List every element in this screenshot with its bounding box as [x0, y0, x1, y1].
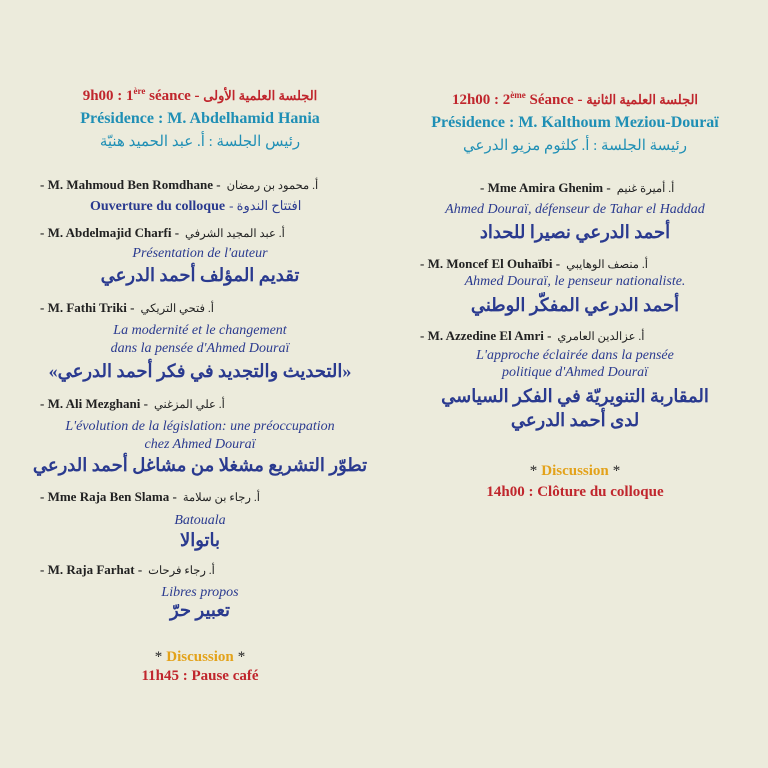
- session-time: 9h00 : 1: [82, 88, 134, 104]
- speaker-ar: أ. عبد المجيد الشرفي: [185, 228, 285, 240]
- speaker-ar: أ. رجاء فرحات: [148, 565, 215, 577]
- speaker-ar: أ. منصف الوهايبي: [566, 259, 648, 271]
- closing: 14h00 : Clôture du colloque: [486, 484, 664, 500]
- talk-title-fr: dans la pensée d'Ahmed Douraï: [110, 341, 290, 356]
- speaker: [40, 562, 215, 578]
- speaker-ar: أ. رجاء بن سلامة: [182, 492, 260, 504]
- talk-title-fr: Ahmed Douraï, le penseur nationaliste.: [464, 274, 686, 289]
- star-icon: *: [237, 649, 246, 665]
- talk-title-ar: باتوالا: [179, 530, 221, 550]
- talk-title-ar: المقاربة التنويريّة في الفكر السياسي: [441, 386, 709, 406]
- session-label: séance -: [145, 88, 204, 104]
- talk-title-fr: L'approche éclairée dans la pensée: [476, 348, 674, 363]
- talk-title-fr: L'évolution de la législation: une préoccupation: [65, 419, 335, 434]
- discussion-label: Discussion: [166, 649, 234, 665]
- talk-title-fr: Ouverture du colloque: [90, 199, 226, 214]
- closing: 11h45 : Pause café: [141, 668, 259, 684]
- speaker: [420, 328, 644, 344]
- star-icon: *: [529, 463, 538, 479]
- talk-title-ar: تقديم المؤلف أحمد الدرعي: [100, 265, 300, 285]
- talk-title-ar: تعبير حرّ: [169, 600, 231, 620]
- session-1-heading: [30, 86, 370, 105]
- star-icon: *: [612, 463, 621, 479]
- presidence-fr: Présidence : M. Kalthoum Meziou-Douraï: [431, 114, 719, 131]
- speaker: [420, 256, 648, 272]
- speaker: [40, 225, 285, 241]
- speaker-ar: أ. فتحي التريكي: [140, 303, 214, 315]
- speaker-ar: أ. علي المزغني: [153, 399, 225, 411]
- talk-title-fr: Libres propos: [161, 585, 239, 600]
- discussion: [410, 462, 740, 480]
- talk-title-fr: La modernité et le changement: [113, 323, 287, 338]
- speaker-fr: - M. Ali Mezghani -: [40, 396, 148, 411]
- speaker-fr: - M. Azzedine El Amri -: [420, 328, 552, 343]
- speaker: [40, 300, 214, 316]
- presidence-fr: Présidence : M. Abdelhamid Hania: [80, 110, 320, 127]
- speaker-ar: أ. عزالدين العامري: [557, 331, 645, 343]
- speaker: [40, 396, 225, 412]
- session-2-heading: [410, 90, 740, 109]
- speaker: [480, 180, 674, 196]
- speaker-fr: - Mme Amira Ghenim -: [480, 180, 611, 195]
- star-icon: *: [154, 649, 163, 665]
- speaker: [40, 177, 318, 193]
- ordinal-sup: ème: [510, 90, 526, 100]
- speaker-fr: - M. Mahmoud Ben Romdhane -: [40, 177, 221, 192]
- speaker-fr: - M. Fathi Triki -: [40, 300, 135, 315]
- speaker: [40, 489, 260, 505]
- presidence-ar: رئيسة الجلسة : أ. كلثوم مزيو الدرعي: [463, 138, 687, 154]
- speaker-fr: - M. Abdelmajid Charfi -: [40, 225, 180, 240]
- speaker-fr: - M. Moncef El Ouhaïbi -: [420, 256, 561, 271]
- talk-title-fr: Présentation de l'auteur: [132, 246, 268, 261]
- talk-title-fr: Batouala: [174, 513, 226, 528]
- talk-title-fr: chez Ahmed Douraï: [144, 437, 256, 452]
- speaker-fr: - Mme Raja Ben Slama -: [40, 489, 177, 504]
- speaker-ar: أ. محمود بن رمضان: [226, 180, 319, 192]
- talk-title: [90, 197, 301, 215]
- session-label-ar: الجلسة العلمية الأولى: [203, 88, 318, 103]
- speaker-fr: - M. Raja Farhat -: [40, 562, 143, 577]
- ordinal-sup: ère: [133, 86, 146, 96]
- speaker-ar: أ. أميرة غنيم: [616, 183, 675, 195]
- session-label-ar: الجلسة العلمية الثانية: [586, 92, 699, 107]
- talk-title-ar: افتتاح الندوة -: [229, 198, 302, 213]
- session-time: 12h00 : 2: [451, 92, 511, 108]
- talk-title-ar: تطوّر التشريع مشغلا من مشاغل أحمد الدرعي: [32, 455, 368, 475]
- talk-title-ar: أحمد الدرعي المفكّر الوطني: [470, 295, 680, 315]
- talk-title-ar: أحمد الدرعي نصيرا للحداد: [479, 222, 671, 242]
- talk-title-ar: «التحديث والتجديد في فكر أحمد الدرعي»: [48, 361, 352, 381]
- discussion: [30, 648, 370, 666]
- discussion-label: Discussion: [541, 463, 609, 479]
- talk-title-ar: لدى أحمد الدرعي: [510, 410, 640, 430]
- presidence-ar: رئيس الجلسة : أ. عبد الحميد هنيّة: [99, 134, 301, 150]
- talk-title-fr: politique d'Ahmed Douraï: [501, 365, 649, 380]
- talk-title-fr: Ahmed Douraï, défenseur de Tahar el Haddad: [445, 202, 705, 217]
- session-label: Séance -: [525, 92, 587, 108]
